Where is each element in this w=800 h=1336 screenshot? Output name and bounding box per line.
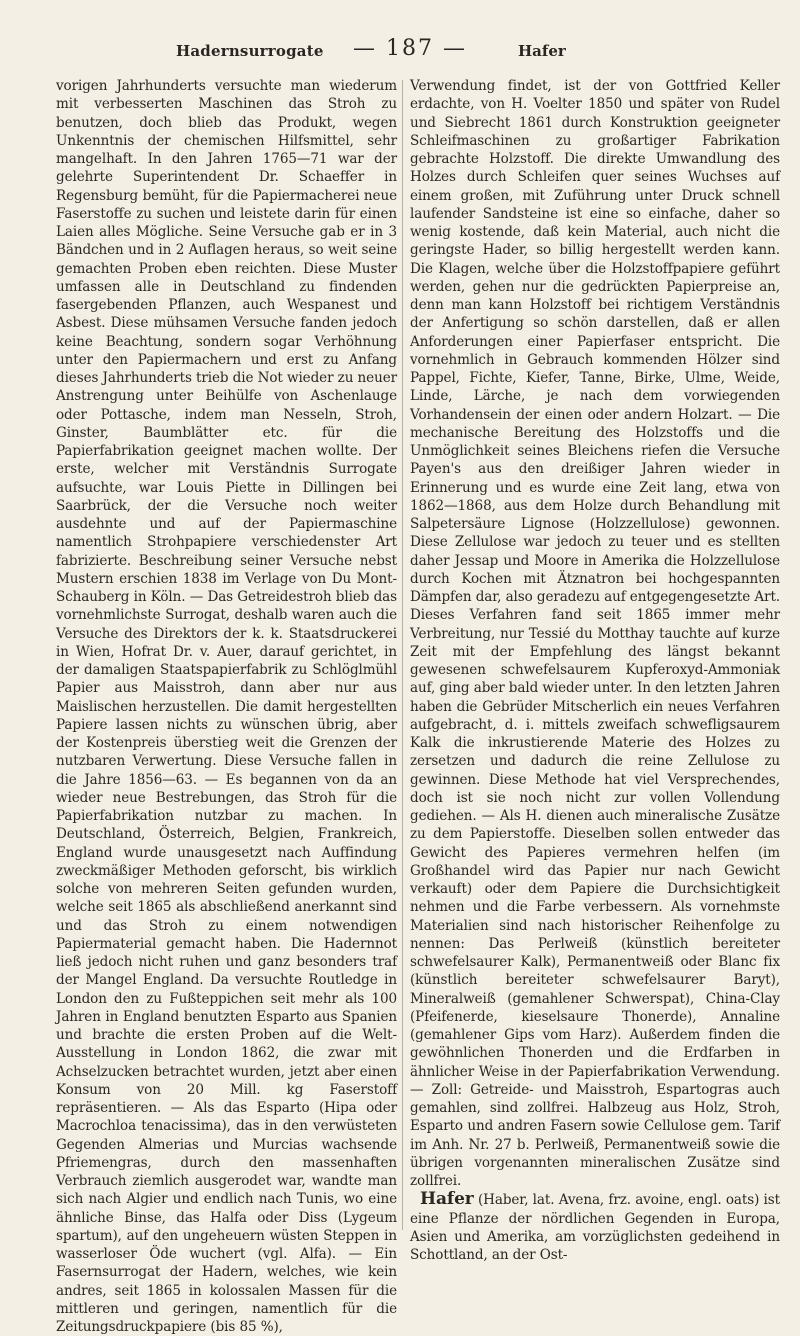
hafer-keyword: Hafer: [420, 1189, 474, 1210]
page-number: — 187 —: [353, 36, 467, 61]
left-column: [56, 77, 397, 1336]
column-divider: [402, 80, 403, 1230]
header-left-title: Hadernsurrogate: [176, 42, 324, 60]
hafer-entry-text: (Haber, lat. Avena, frz. avoine, engl. oats) ist eine Pflanze der nördlichen Gegenden in Europa, Asien und Amerika, am vorzüglichsten gedeihend in Schottland, an der Ost-: [410, 1192, 780, 1263]
left-column-text: vorigen Jahrhunderts versuchte man wiederum mit verbesserten Maschinen das Stroh zu benutzen, doch blieb das Produkt, wegen Unkenntnis der chemischen Hilfsmittel, sehr mangelhaft. In den Jahren 1765—71 war der gelehrte Superintendent Dr. Schaeffer in Regensburg bemüht, für die Papiermacherei neue Faserstoffe zu suchen und leistete darin für einen Laien alles Mögliche. Seine Versuche gab er in 3 Bändchen und in 2 Auflagen heraus, so weit seine gemachten Proben eben reichten. Diese Muster umfassen alle in Deutschland zu findenden fasergebenden Pflanzen, auch Wespanest und Asbest. Diese mühsamen Versuche fanden jedoch keine Beachtung, sondern sogar Verhöhnung unter den Papiermachern und erst zu Anfang dieses Jahrhunderts trieb die Not wieder zu neuer Anstrengung unter Beihülfe von Aschenlauge oder Pottasche, indem man Nesseln, Stroh, Ginster, Baumblätter etc. für die Papierfabrikation geeignet machen wollte. Der erste, welcher mit Verständnis Surrogate aufsuchte, war Louis Piette in Dillingen bei Saarbrück, der die Versuche noch weiter ausdehnte und auf der Papiermaschine namentlich Strohpapiere verschiedenster Art fabrizierte. Beschreibung seiner Versuche nebst Mustern erschien 1838 im Verlage von Du Mont-Schauberg in Köln. — Das Getreidestroh blieb das vornehmlichste Surrogat, deshalb waren auch die Versuche des Direktors der k. k. Staatsdruckerei in Wien, Hofrat Dr. v. Auer, darauf gerichtet, in der damaligen Staatspapierfabrik zu Schlöglmühl Papier aus Maisstroh, dann aber nur aus Maislischen herzustellen. Die damit hergestellten Papiere lassen nichts zu wünschen übrig, aber der Kostenpreis überstieg weit die Grenzen der nutzbaren Verwertung. Diese Versuche fallen in die Jahre 1856—63. — Es begannen von da an wieder neue Bestrebungen, das Stroh für die Papierfabrikation nutzbar zu machen. In Deutschland, Österreich, Belgien, Frankreich, England wurde unausgesetzt nach Auffindung zweckmäßiger Methoden geforscht, bis wirklich solche von mehreren Seiten gefunden wurden, welche seit 1865 als abschließend anerkannt sind und das Stroh zu einem notwendigen Papiermaterial gemacht haben. Die Hadernnot ließ jedoch nicht ruhen und ganz besonders traf der Mangel England. Da versuchte Routledge in London den zu Fußteppichen seit mehr als 100 Jahren in England benutzten Esparto aus Spanien und brachte die ersten Proben auf die Welt-Ausstellung in London 1862, die zwar mit Achselzucken betrachtet wurden, jetzt aber einen Konsum von 20 Mill. kg Faserstoff repräsentieren. — Als das Esparto (Hipa oder Macrochloa tenacissima), das in den verwüsteten Gegenden Almerias und Murcias wachsende Pfriemengras, durch den massenhaften Verbrauch ziemlich ausgerodet war, wandte man sich nach Algier und endlich nach Tunis, wo eine ähnliche Binse, das Halfa oder Diss (Lygeum spartum), auf den ungeheuern wüsten Steppen in wasserloser Öde wuchert (vgl. Alfa). — Ein Fasernsurrogat der Hadern, welches, wie kein andres, seit 1865 in kolossalen Massen für die mittleren und geringen, namentlich für die Zeitungsdruckpapiere (bis 85 %),: [56, 78, 397, 1335]
hafer-entry: [410, 1190, 780, 1264]
right-column: [410, 77, 780, 1264]
header-right-title: Hafer: [518, 42, 566, 60]
right-column-text: Verwendung findet, ist der von Gottfried Keller erdachte, von H. Voelter 1850 und später von Rudel und Siebrecht 1861 durch Konstruktion geeigneter Schleifmaschinen zu großartiger Fabrikation gebrachte Holzstoff. Die direkte Umwandlung des Holzes durch Schleifen quer seines Wuchses auf einem großen, mit Zuführung unter Druck schnell laufender Sandsteine ist eine so einfache, daher so wenig kostende, daß kein Material, auch nicht die geringste Hader, so billig hergestellt werden kann. Die Klagen, welche über die Holzstoffpapiere geführt werden, gehen nur die gedrückten Papierpreise an, denn man kann Holzstoff bei richtigem Verständnis der Anfertigung so schön darstellen, daß er allen Anforderungen einer Papierfaser entspricht. Die vornehmlich in Gebrauch kommenden Hölzer sind Pappel, Fichte, Kiefer, Tanne, Birke, Ulme, Weide, Linde, Lärche, je nach dem vorwiegenden Vorhandensein der einen oder andern Holzart. — Die mechanische Bereitung des Holzstoffs und die Unmöglichkeit seines Bleichens riefen die Versuche Payen's aus den dreißiger Jahren wieder in Erinnerung und es wurde eine Zeit lang, etwa von 1862—1868, aus dem Holze durch Behandlung mit Salpetersäure Lignose (Holzzellulose) gewonnen. Diese Zellulose war jedoch zu teuer und es stellten daher Jessap und Moore in Amerika die Holzzellulose durch Kochen mit Ätznatron bei hochgespannten Dämpfen dar, also geradezu auf entgegengesetzte Art. Dieses Verfahren fand seit 1865 immer mehr Verbreitung, nur Tessié du Motthay tauchte auf kurze Zeit mit der Empfehlung des längst bekannt gewesenen schwefelsaurem Kupferoxyd-Ammoniak auf, ging aber bald wieder unter. In den letzten Jahren haben die Gebrüder Mitscherlich ein neues Verfahren aufgebracht, d. i. mittels zweifach schwefligsaurem Kalk die inkrustierende Materie des Holzes zu zersetzen und dadurch die reine Zellulose zu gewinnen. Diese Methode hat viel Versprechendes, doch ist sie noch nicht zur vollen Vollendung gediehen. — Als H. dienen auch mineralische Zusätze zu dem Papierstoffe. Dieselben sollen entweder das Gewicht des Papieres vermehren helfen (im Großhandel wird das Papier nur nach Gewicht verkauft) oder dem Papiere die Durchsichtigkeit nehmen und die Farbe verbessern. Als vornehmste Materialien sind nach historischer Reihenfolge zu nennen: Das Perlweiß (künstlich bereiteter schwefelsaurer Kalk), Permanentweiß oder Blanc fix (künstlich bereiteter schwefelsaurer Baryt), Mineralweiß (gemahlener Schwerspat), China-Clay (Pfeifenerde, kieselsaure Thonerde), Annaline (gemahlener Gips vom Harz). Außerdem finden die gewöhnlichen Thonerden und die Erdfarben in ähnlicher Weise in der Papierfabrikation Verwendung. — Zoll: Getreide- und Maisstroh, Espartogras auch gemahlen, sind zollfrei. Halbzeug aus Holz, Stroh, Esparto und andren Fasern sowie Cellulose gem. Tarif im Anh. Nr. 27 b. Perlweiß, Permanentweiß sowie die übrigen vorgenannten mineralischen Zusätze sind zollfrei.: [410, 78, 781, 1189]
running-header: [56, 36, 766, 68]
